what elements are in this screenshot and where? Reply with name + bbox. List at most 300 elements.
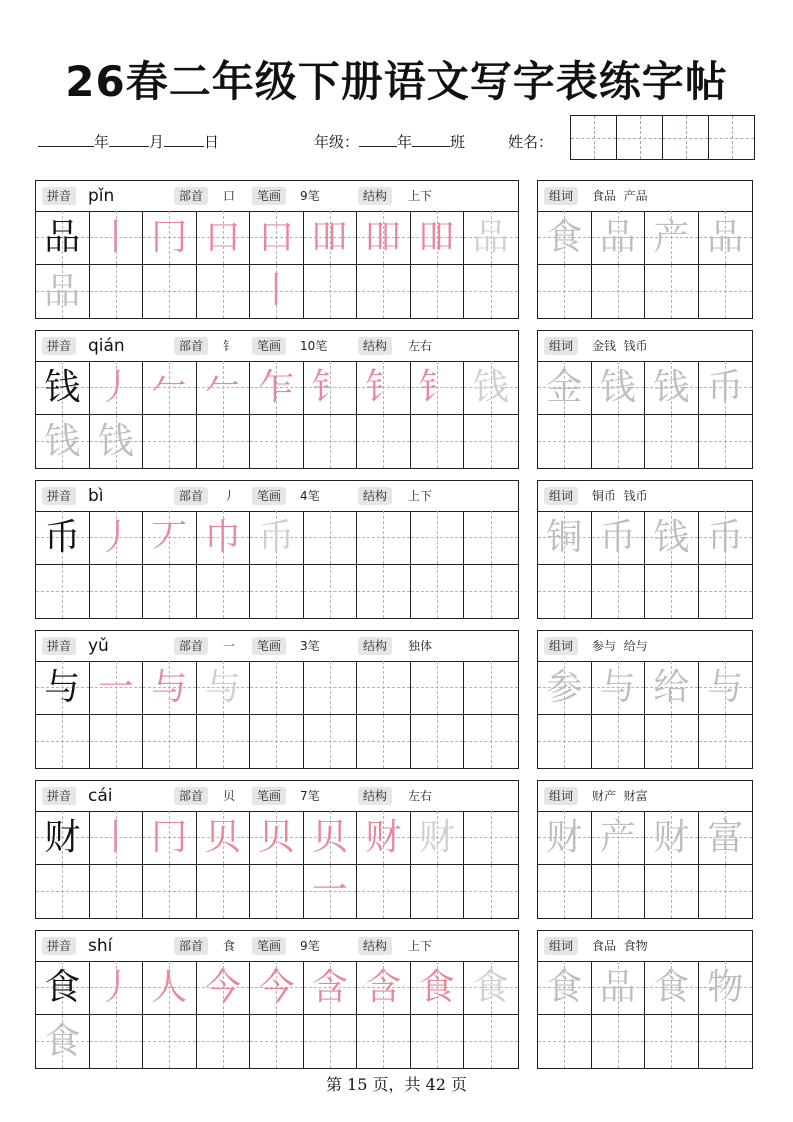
radical-label: 部首 [174, 187, 208, 205]
word-trace-character: 品 [707, 217, 744, 258]
stroke-step-character: 贝一 [311, 817, 348, 911]
writing-cell[interactable] [250, 961, 304, 1015]
word-cell[interactable] [592, 415, 646, 469]
page-title: 26春二年级下册语文写字表练字帖 [65, 57, 728, 106]
structure-value: 上下 [408, 189, 433, 203]
writing-cell[interactable] [304, 565, 358, 619]
word-info-bar [538, 781, 752, 812]
word-cell[interactable] [699, 1015, 753, 1069]
structure-label: 结构 [358, 787, 392, 805]
writing-cell[interactable] [250, 511, 304, 565]
writing-cell[interactable] [90, 265, 144, 319]
stroke-step-character: 与 [151, 667, 188, 708]
word-trace-character: 物 [707, 967, 744, 1008]
stroke-step-character: 钅 [418, 367, 455, 408]
writing-cell[interactable] [464, 361, 518, 415]
writing-cell[interactable] [143, 415, 197, 469]
writing-cell[interactable] [250, 661, 304, 715]
writing-cell[interactable] [357, 565, 411, 619]
writing-cell[interactable] [357, 715, 411, 769]
writing-cell[interactable] [304, 415, 358, 469]
word-cell[interactable] [592, 1015, 646, 1069]
stroke-step-character: 口 [204, 217, 241, 258]
writing-cell[interactable] [357, 811, 411, 865]
word-cell[interactable] [538, 265, 592, 319]
stroke-step-character: 币 [258, 517, 295, 558]
structure-value: 上下 [408, 489, 433, 503]
word-cell[interactable] [592, 211, 646, 265]
character-info-bar [36, 931, 518, 962]
year-blank[interactable] [38, 132, 94, 147]
writing-cell[interactable] [143, 565, 197, 619]
stroke-step-character: 冂 [151, 217, 188, 258]
writing-cell[interactable] [36, 211, 90, 265]
pinyin-value: cái [88, 786, 113, 806]
character-info-bar [36, 781, 518, 812]
writing-cell[interactable] [90, 415, 144, 469]
word-cell[interactable] [538, 865, 592, 919]
word-info-bar [538, 181, 752, 212]
word-cell[interactable] [592, 811, 646, 865]
writing-cell[interactable] [304, 361, 358, 415]
word-cell[interactable] [699, 811, 753, 865]
character-info-bar [36, 331, 518, 362]
word-trace-character: 品 [599, 217, 636, 258]
stroke-step-character: 吅 [311, 217, 348, 258]
strokes-value: 9笔 [300, 939, 320, 953]
writing-grid [36, 661, 518, 768]
word-cell[interactable] [645, 715, 699, 769]
character-info-bar [36, 181, 518, 212]
word-card [537, 180, 753, 319]
writing-cell[interactable] [143, 265, 197, 319]
writing-cell[interactable] [464, 265, 518, 319]
radical-label: 部首 [174, 337, 208, 355]
word-trace-character: 产 [653, 217, 690, 258]
stroke-step-character: 贝 [258, 817, 295, 858]
name-cell[interactable] [571, 116, 617, 159]
model-character: 钱 [44, 367, 81, 408]
writing-cell[interactable] [197, 565, 251, 619]
word-cell[interactable] [592, 511, 646, 565]
words-value: 财产 财富 [592, 789, 648, 803]
writing-cell[interactable] [36, 961, 90, 1015]
radical-label: 部首 [174, 787, 208, 805]
month-label: 月 [149, 133, 165, 151]
grade-year-blank[interactable] [359, 132, 397, 147]
structure-label: 结构 [358, 187, 392, 205]
word-trace-character: 与 [599, 667, 636, 708]
writing-cell[interactable] [36, 565, 90, 619]
words-value: 金钱 钱币 [592, 339, 648, 353]
writing-cell[interactable] [143, 961, 197, 1015]
stroke-step-character: 吅 [365, 217, 402, 258]
writing-cell[interactable] [143, 511, 197, 565]
strokes-label: 笔画 [252, 937, 286, 955]
pinyin-label: 拼音 [42, 187, 76, 205]
pinyin-label: 拼音 [42, 937, 76, 955]
word-grid [538, 361, 752, 468]
word-trace-character: 给 [653, 667, 690, 708]
writing-cell[interactable] [250, 1015, 304, 1069]
name-cell[interactable] [617, 116, 663, 159]
day-blank[interactable] [164, 132, 204, 147]
writing-cell[interactable] [143, 715, 197, 769]
word-cell[interactable] [592, 961, 646, 1015]
writing-cell[interactable] [197, 361, 251, 415]
word-cell[interactable] [699, 265, 753, 319]
writing-cell[interactable] [357, 1015, 411, 1069]
writing-cell[interactable] [36, 415, 90, 469]
word-cell[interactable] [645, 865, 699, 919]
words-label: 组词 [544, 187, 578, 205]
pinyin-value: shí [88, 936, 113, 956]
word-cell[interactable] [699, 511, 753, 565]
word-grid [538, 961, 752, 1068]
writing-cell[interactable] [36, 361, 90, 415]
writing-cell[interactable] [36, 865, 90, 919]
pinyin-label: 拼音 [42, 787, 76, 805]
year-label: 年 [94, 133, 110, 151]
word-trace-character: 财 [546, 817, 583, 858]
word-cell[interactable] [699, 211, 753, 265]
word-cell[interactable] [592, 715, 646, 769]
word-cell[interactable] [538, 511, 592, 565]
writing-cell[interactable] [357, 265, 411, 319]
word-cell[interactable] [592, 361, 646, 415]
radical-value: 食 [223, 939, 236, 953]
word-cell[interactable] [645, 415, 699, 469]
word-cell[interactable] [699, 961, 753, 1015]
writing-cell[interactable] [143, 811, 197, 865]
word-cell[interactable] [645, 565, 699, 619]
word-trace-character: 食 [546, 967, 583, 1008]
word-card [537, 930, 753, 1069]
strokes-value: 10笔 [300, 339, 328, 353]
word-cell[interactable] [538, 961, 592, 1015]
word-card [537, 780, 753, 919]
word-cell[interactable] [699, 415, 753, 469]
character-card [35, 180, 519, 319]
writing-cell[interactable] [197, 1015, 251, 1069]
stroke-step-character: 含 [311, 967, 348, 1008]
character-card [35, 780, 519, 919]
strokes-value: 4笔 [300, 489, 320, 503]
word-info-bar [538, 931, 752, 962]
writing-cell[interactable] [357, 211, 411, 265]
structure-label: 结构 [358, 487, 392, 505]
words-label: 组词 [544, 637, 578, 655]
word-info-bar [538, 331, 752, 362]
writing-cell[interactable] [36, 661, 90, 715]
stroke-step-character: 品 [472, 217, 509, 258]
word-cell[interactable] [538, 361, 592, 415]
writing-cell[interactable] [143, 211, 197, 265]
word-cell[interactable] [538, 415, 592, 469]
structure-value: 上下 [408, 939, 433, 953]
writing-cell[interactable] [304, 715, 358, 769]
writing-cell[interactable] [411, 1015, 465, 1069]
model-character: 币 [44, 517, 81, 558]
radical-label: 部首 [174, 937, 208, 955]
word-trace-character: 金 [546, 367, 583, 408]
radical-value: 贝 [223, 789, 236, 803]
strokes-value: 3笔 [300, 639, 320, 653]
writing-cell[interactable] [304, 811, 358, 911]
writing-cell[interactable] [90, 511, 144, 565]
writing-cell[interactable] [464, 565, 518, 619]
stroke-step-character: 𠂉 [204, 367, 241, 408]
writing-cell[interactable] [36, 265, 90, 319]
writing-cell[interactable] [197, 811, 251, 865]
word-cell[interactable] [645, 211, 699, 265]
word-trace-character: 富 [707, 817, 744, 858]
writing-cell[interactable] [411, 511, 465, 565]
writing-cell[interactable] [90, 961, 144, 1015]
word-cell[interactable] [699, 715, 753, 769]
word-trace-character: 参 [546, 667, 583, 708]
pinyin-value: qián [88, 336, 125, 356]
word-cell[interactable] [645, 811, 699, 865]
stroke-step-character: 钱 [472, 367, 509, 408]
writing-cell[interactable] [464, 661, 518, 715]
word-cell[interactable] [538, 811, 592, 865]
words-value: 参与 给与 [592, 639, 648, 653]
word-trace-character: 与 [707, 667, 744, 708]
word-grid [538, 211, 752, 318]
writing-cell[interactable] [197, 511, 251, 565]
writing-cell[interactable] [464, 415, 518, 469]
writing-cell[interactable] [304, 265, 358, 319]
model-character: 财 [44, 817, 81, 858]
stroke-step-character: 今 [204, 967, 241, 1008]
writing-cell[interactable] [411, 265, 465, 319]
writing-cell[interactable] [357, 511, 411, 565]
word-trace-character: 品 [599, 967, 636, 1008]
word-trace-character: 财 [653, 817, 690, 858]
word-cell[interactable] [592, 265, 646, 319]
writing-cell[interactable] [411, 415, 465, 469]
character-card [35, 930, 519, 1069]
word-cell[interactable] [538, 565, 592, 619]
writing-cell[interactable] [464, 715, 518, 769]
writing-cell[interactable] [250, 361, 304, 415]
pinyin-label: 拼音 [42, 637, 76, 655]
word-cell[interactable] [645, 1015, 699, 1069]
word-trace-character: 食 [546, 217, 583, 258]
strokes-label: 笔画 [252, 187, 286, 205]
stroke-step-character: 一 [97, 667, 134, 708]
word-cell[interactable] [645, 961, 699, 1015]
word-card [537, 480, 753, 619]
strokes-label: 笔画 [252, 337, 286, 355]
writing-cell[interactable] [90, 361, 144, 415]
stroke-step-character: 丿 [97, 967, 134, 1008]
stroke-step-character: 丆 [151, 517, 188, 558]
writing-cell[interactable] [90, 565, 144, 619]
word-cell[interactable] [538, 211, 592, 265]
writing-cell[interactable] [304, 511, 358, 565]
writing-cell[interactable] [411, 361, 465, 415]
month-blank[interactable] [109, 132, 149, 147]
writing-cell[interactable] [143, 1015, 197, 1069]
writing-cell[interactable] [357, 361, 411, 415]
word-trace-character: 钱 [653, 517, 690, 558]
words-label: 组词 [544, 937, 578, 955]
strokes-label: 笔画 [252, 487, 286, 505]
pinyin-value: pǐn [88, 186, 115, 206]
writing-cell[interactable] [143, 361, 197, 415]
writing-cell[interactable] [411, 211, 465, 265]
structure-label: 结构 [358, 937, 392, 955]
structure-value: 独体 [408, 639, 433, 653]
class-blank[interactable] [412, 132, 450, 147]
writing-cell[interactable] [143, 661, 197, 715]
word-trace-character: 钱 [599, 367, 636, 408]
writing-cell[interactable] [411, 811, 465, 865]
writing-cell[interactable] [304, 661, 358, 715]
grade-year-label: 年 [397, 133, 413, 151]
writing-cell[interactable] [36, 1015, 90, 1069]
stroke-step-character: 贝 [204, 817, 241, 858]
word-cell[interactable] [699, 865, 753, 919]
word-cell[interactable] [538, 715, 592, 769]
stroke-step-character: 乍 [258, 367, 295, 408]
words-label: 组词 [544, 487, 578, 505]
writing-cell[interactable] [464, 865, 518, 919]
writing-cell[interactable] [357, 415, 411, 469]
word-cell[interactable] [645, 361, 699, 415]
word-trace-character: 币 [707, 367, 744, 408]
writing-cell[interactable] [197, 715, 251, 769]
writing-cell[interactable] [90, 865, 144, 919]
stroke-step-character: 食 [418, 967, 455, 1008]
strokes-label: 笔画 [252, 787, 286, 805]
stroke-step-character: 钅 [365, 367, 402, 408]
word-trace-character: 铜 [546, 517, 583, 558]
word-cell[interactable] [699, 661, 753, 715]
word-cell[interactable] [592, 565, 646, 619]
word-grid [538, 511, 752, 618]
stroke-step-character: 丿 [97, 367, 134, 408]
writing-cell[interactable] [250, 415, 304, 469]
writing-cell[interactable] [464, 211, 518, 265]
stroke-step-character: 财 [418, 817, 455, 858]
writing-cell[interactable] [197, 415, 251, 469]
writing-cell[interactable] [411, 865, 465, 919]
stroke-step-character: 财 [365, 817, 402, 858]
word-cell[interactable] [645, 265, 699, 319]
name-cell[interactable] [663, 116, 709, 159]
radical-value: 一 [223, 639, 236, 653]
stroke-step-character: 𠂉 [151, 367, 188, 408]
writing-cell[interactable] [197, 961, 251, 1015]
word-card [537, 630, 753, 769]
writing-cell[interactable] [411, 661, 465, 715]
writing-cell[interactable] [304, 961, 358, 1015]
writing-cell[interactable] [250, 811, 304, 865]
writing-cell[interactable] [250, 865, 304, 919]
writing-cell[interactable] [36, 811, 90, 865]
words-label: 组词 [544, 787, 578, 805]
stroke-step-character: 食 [472, 967, 509, 1008]
word-info-bar [538, 631, 752, 662]
writing-cell[interactable] [357, 961, 411, 1015]
word-cell[interactable] [538, 661, 592, 715]
writing-cell[interactable] [197, 661, 251, 715]
page-number: 第 15 页，共 42 页 [325, 1075, 468, 1094]
writing-cell[interactable] [90, 715, 144, 769]
name-cell[interactable] [709, 116, 754, 159]
word-grid [538, 661, 752, 768]
writing-cell[interactable] [304, 211, 358, 265]
writing-cell[interactable] [197, 265, 251, 319]
writing-cell[interactable] [197, 865, 251, 919]
writing-cell[interactable] [143, 865, 197, 919]
word-cell[interactable] [699, 361, 753, 415]
day-label: 日 [204, 133, 220, 151]
character-info-bar [36, 481, 518, 512]
writing-cell[interactable] [464, 1015, 518, 1069]
radical-value: 口 [223, 189, 236, 203]
stroke-step-character: 丨 [97, 817, 134, 858]
writing-cell[interactable] [304, 1015, 358, 1069]
writing-cell[interactable] [90, 661, 144, 715]
character-card [35, 330, 519, 469]
structure-label: 结构 [358, 337, 392, 355]
name-label: 姓名： [508, 133, 554, 151]
radical-label: 部首 [174, 637, 208, 655]
word-cell[interactable] [645, 511, 699, 565]
radical-value: 钅 [223, 339, 236, 353]
strokes-label: 笔画 [252, 637, 286, 655]
writing-cell[interactable] [357, 661, 411, 715]
writing-cell[interactable] [250, 715, 304, 769]
stroke-step-character: 丨 [97, 217, 134, 258]
writing-cell[interactable] [197, 211, 251, 265]
word-cell[interactable] [592, 865, 646, 919]
writing-cell[interactable] [90, 211, 144, 265]
writing-cell[interactable] [464, 811, 518, 865]
word-cell[interactable] [592, 661, 646, 715]
writing-grid [36, 511, 518, 618]
writing-cell[interactable] [411, 565, 465, 619]
writing-cell[interactable] [250, 565, 304, 619]
model-character: 品 [44, 217, 81, 258]
writing-cell[interactable] [464, 961, 518, 1015]
writing-cell[interactable] [250, 211, 304, 311]
writing-cell[interactable] [411, 715, 465, 769]
structure-value: 左右 [408, 789, 433, 803]
word-cell[interactable] [538, 1015, 592, 1069]
word-grid [538, 811, 752, 918]
writing-cell[interactable] [90, 811, 144, 865]
writing-cell[interactable] [36, 511, 90, 565]
writing-cell[interactable] [90, 1015, 144, 1069]
pinyin-value: bì [88, 486, 104, 506]
trace-character: 品 [44, 270, 81, 312]
writing-cell[interactable] [357, 865, 411, 919]
word-cell[interactable] [699, 565, 753, 619]
trace-character: 食 [44, 1020, 81, 1062]
writing-cell[interactable] [36, 715, 90, 769]
strokes-value: 9笔 [300, 189, 320, 203]
writing-cell[interactable] [411, 961, 465, 1015]
name-writing-grid[interactable] [570, 115, 755, 160]
writing-cell[interactable] [464, 511, 518, 565]
writing-grid [36, 361, 518, 468]
word-cell[interactable] [645, 661, 699, 715]
